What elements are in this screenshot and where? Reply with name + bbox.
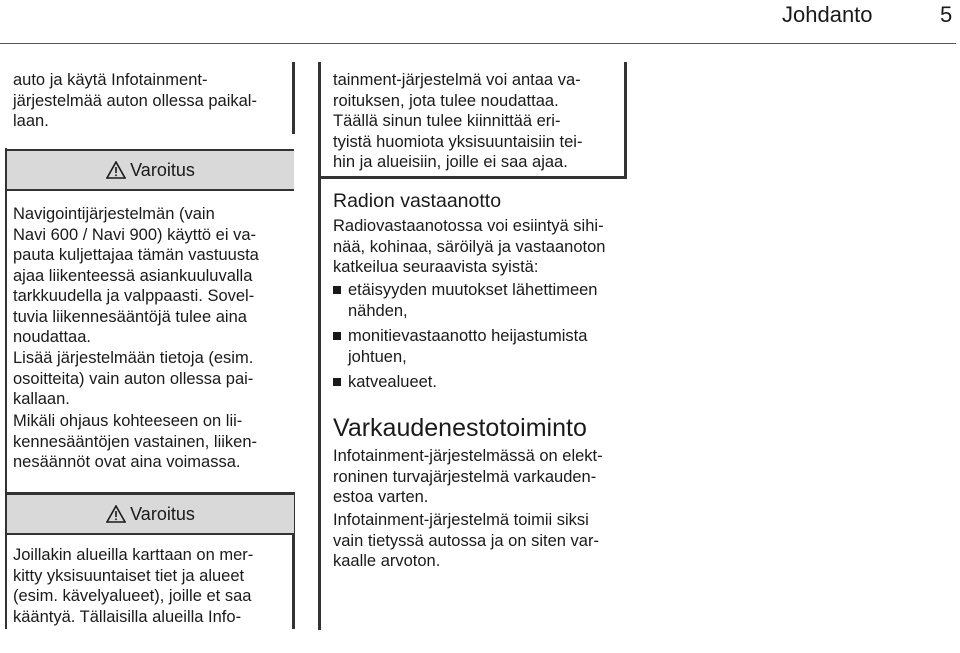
warning-cont-bottom-rule — [318, 176, 627, 179]
warning1-title: Varoitus — [130, 159, 195, 180]
list-item: monitievastaanotto heijastumista johtuen, — [333, 326, 597, 367]
warning1-left-rule — [5, 148, 7, 493]
warning1-title-bar — [7, 149, 294, 191]
left-column-right-rule — [292, 62, 295, 134]
header-divider — [0, 43, 956, 44]
warning2-title: Varoitus — [130, 503, 195, 524]
right-column-left-rule — [318, 62, 321, 630]
theft-heading: Varkaudenestotoiminto — [333, 414, 587, 442]
intro-text: auto ja käytä Infotainment- järjestelmää auton ollessa paikal- laan. — [13, 71, 257, 130]
radio-bullet-list — [333, 280, 597, 398]
warning2-title-bar — [7, 493, 294, 535]
warning1-paragraph3: Mikäli ohjaus kohteeseen on lii- kennesääntöjen vastainen, liiken- nesäännöt ovat aina voimassa. — [13, 412, 257, 471]
warning1-paragraph1: Navigointijärjestelmän (vain Navi 600 / Navi 900) käyttö ei va- pauta kuljettajaa tämän vastuusta ajaa liikenteessä asiankuuluvalla tarkkuudella ja valppaasti. Sovel- tuvia liikennesääntöjä tulee aina noudattaa. — [13, 205, 259, 346]
radio-intro: Radiovastaanotossa voi esiintyä sihi- nää, kohinaa, säröilyä ja vastaanoton katkeilua seuraavista syistä: — [333, 217, 606, 276]
theft-paragraph1: Infotainment-järjestelmässä on elekt- roninen turvajärjestelmä varkauden- estoa varten. — [333, 447, 603, 506]
page-number: 5 — [940, 2, 953, 27]
warning-triangle-icon — [106, 505, 126, 523]
list-item: etäisyyden muutokset lähettimeen nähden, — [333, 280, 597, 321]
warning2-paragraph1: Joillakin alueilla karttaan on mer- kitty yksisuuntaiset tiet ja alueet (esim. kävelyalueet), joille et saa kääntyä. Tällaisilla alueilla Info- — [13, 546, 254, 626]
theft-paragraph2: Infotainment-järjestelmä toimii siksi vain tietyssä autossa ja on siten var- kaalle arvoton. — [333, 511, 599, 570]
list-item: katvealueet. — [333, 372, 597, 393]
page-title: Johdanto — [782, 2, 873, 27]
radio-heading: Radion vastaanotto — [333, 190, 502, 212]
warning-triangle-icon — [106, 161, 126, 179]
warning1-paragraph2: Lisää järjestelmään tietoja (esim. osoitteita) vain auton ollessa pai- kallaan. — [13, 349, 254, 408]
warning-continued-text: tainment-järjestelmä voi antaa va- roituksen, jota tulee noudattaa. Täällä sinun tulee kiinnittää eri- tyistä huomiota yksisuuntaisiin tei- hin ja alueisiin, joille ei saa ajaa. — [333, 71, 583, 171]
warning-cont-right-rule — [624, 62, 627, 179]
